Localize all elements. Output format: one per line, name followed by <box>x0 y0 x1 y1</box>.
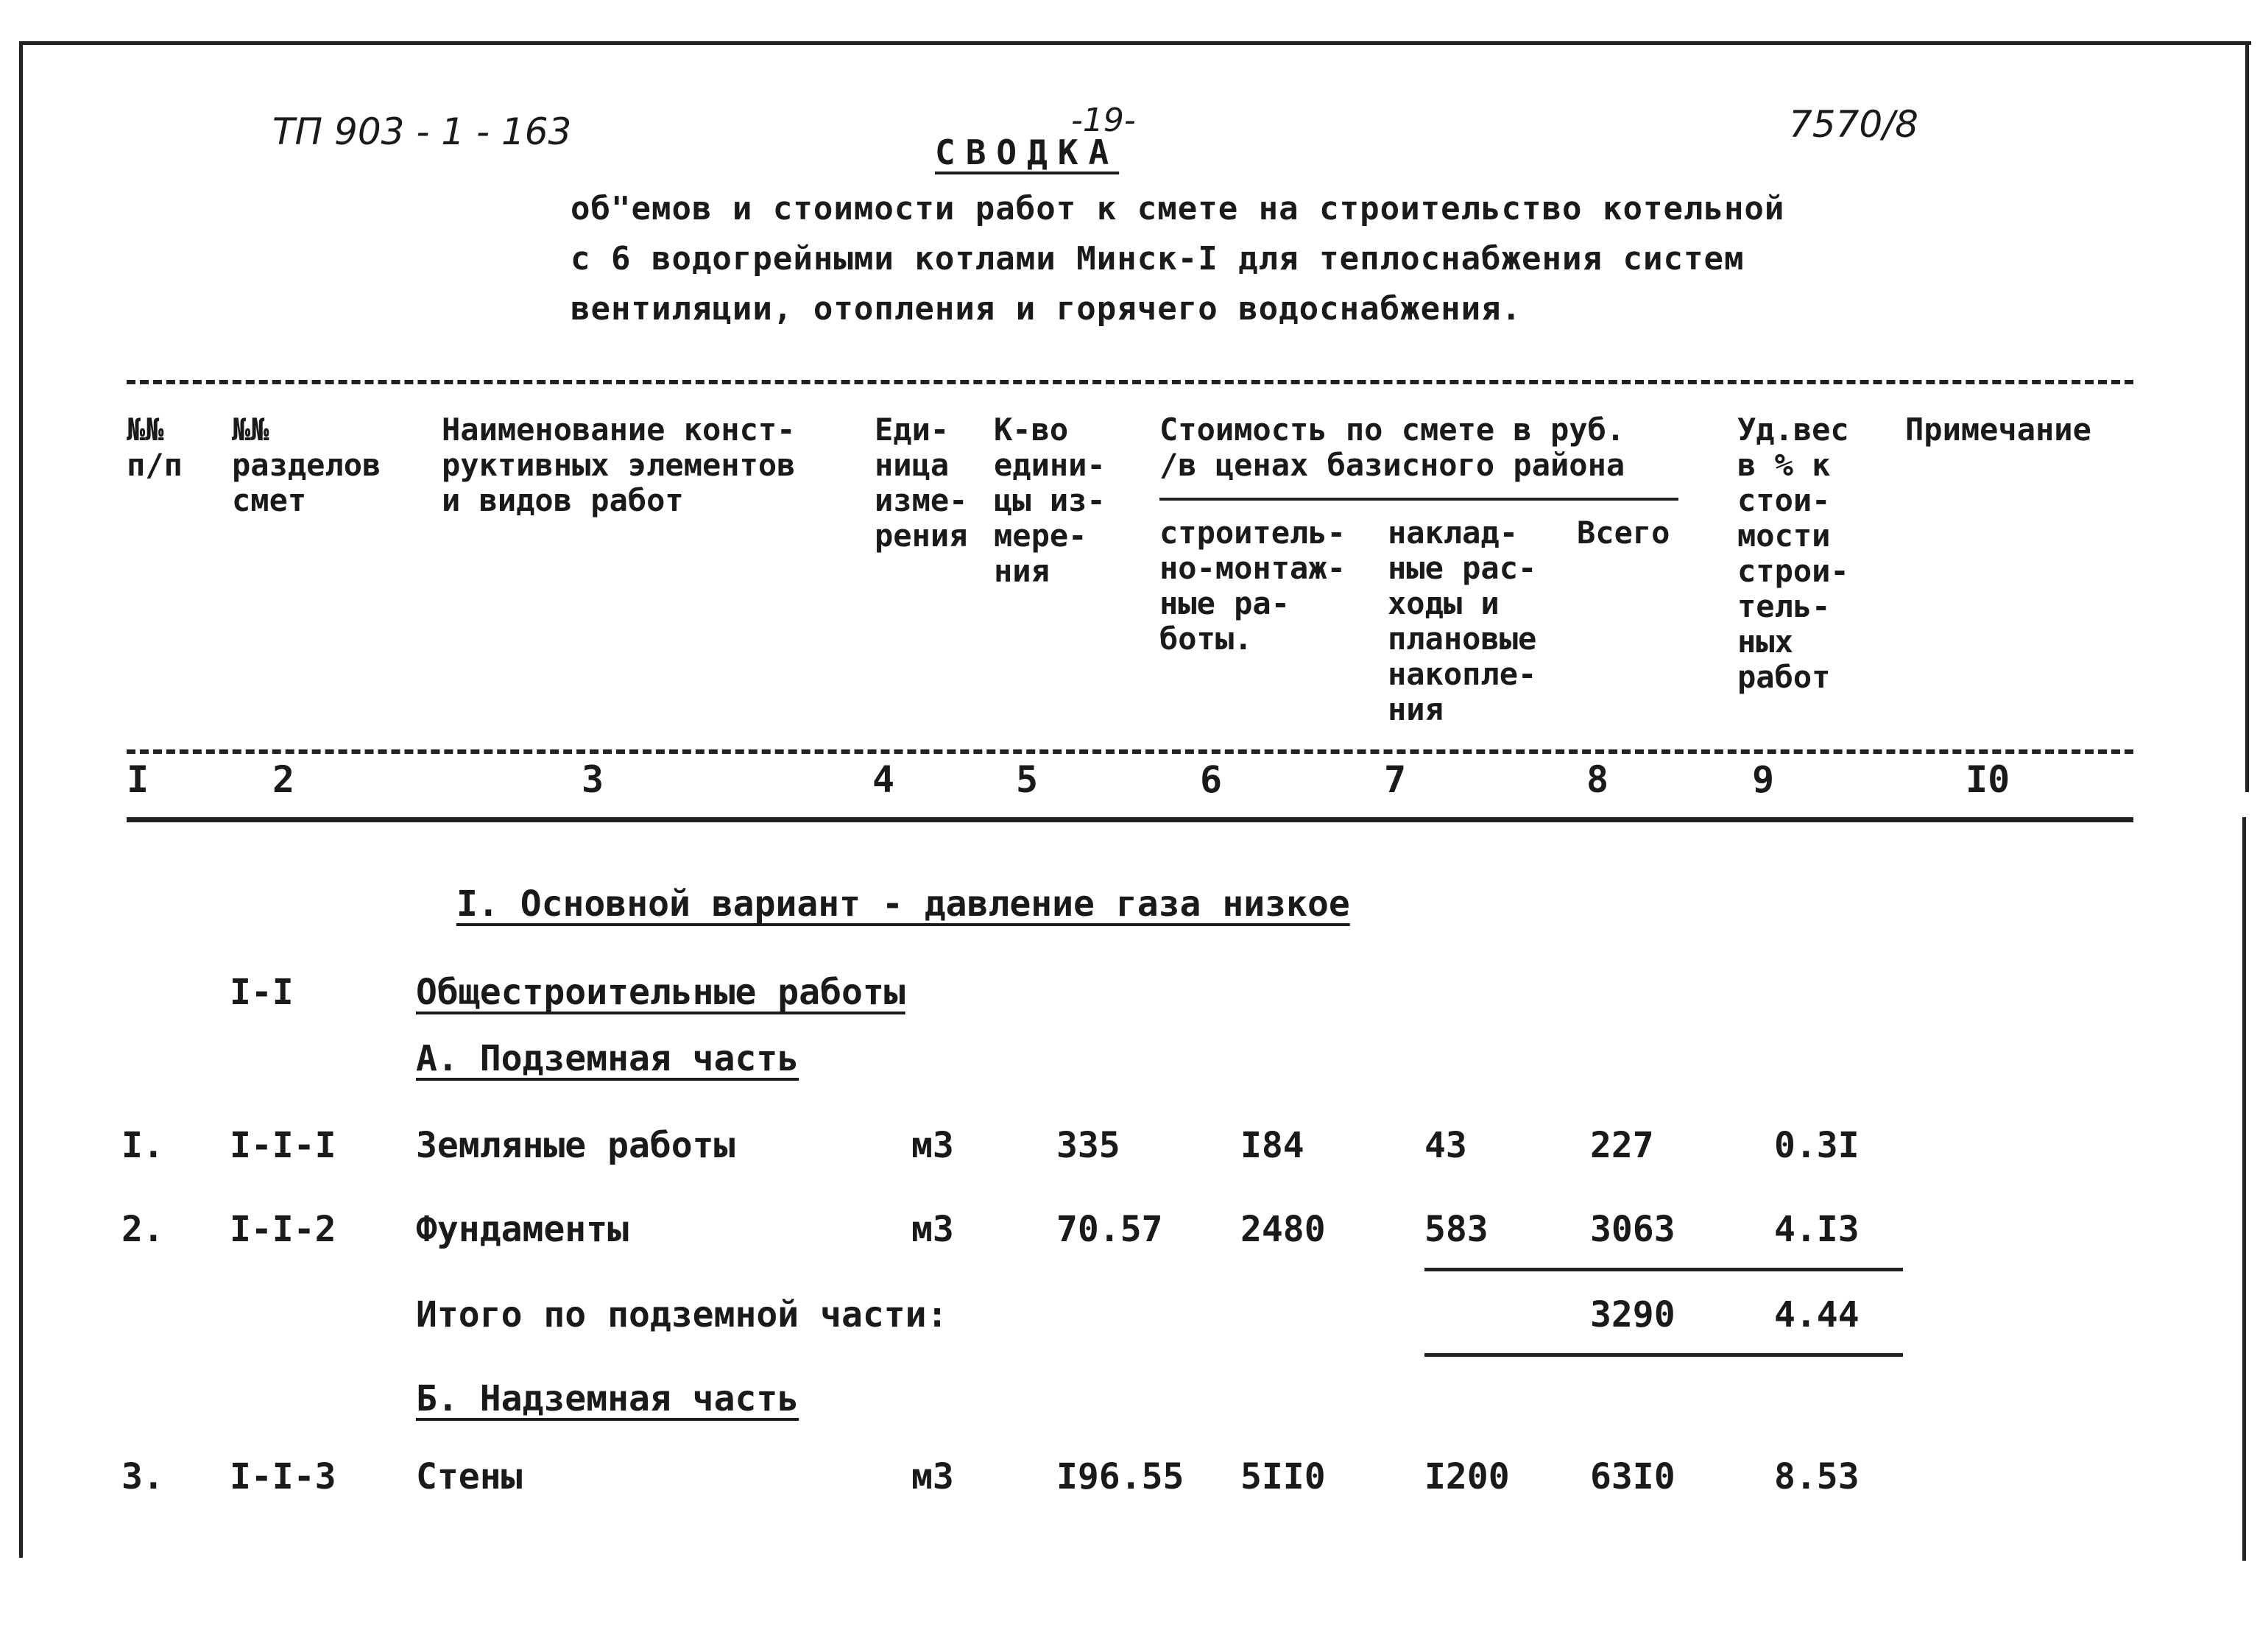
frame-right-line-lower <box>2242 817 2246 1561</box>
column-number-9: 9 <box>1752 758 1775 801</box>
row-3-name: Стены <box>416 1456 523 1497</box>
column-number-10: I0 <box>1966 758 2010 801</box>
column-number-5: 5 <box>1016 758 1039 801</box>
part-b-title: Б. Надземная часть <box>416 1378 799 1419</box>
row-3-unit: м3 <box>911 1456 954 1497</box>
subsection-title: Общестроительные работы <box>416 972 905 1013</box>
header-cost-group: Стоимость по смете в руб. /в ценах базисного района <box>1159 412 1625 483</box>
frame-right-line <box>2245 41 2249 792</box>
row-2-smr: 2480 <box>1240 1209 1326 1250</box>
row-2-overhead: 583 <box>1424 1209 1489 1250</box>
subtitle-line-3: вентиляции, отопления и горячего водоснабжения. <box>571 290 1522 328</box>
row-1-total: 227 <box>1590 1125 1654 1166</box>
row-1-unit: м3 <box>911 1125 954 1166</box>
row-2-number: 2. <box>121 1209 164 1250</box>
header-construction-works: строитель- но-монтаж- ные ра- боты. <box>1159 515 1346 657</box>
column-numbers-bottom-rule <box>127 817 2133 822</box>
header-note: Примечание <box>1905 412 2091 448</box>
row-2-name: Фундаменты <box>416 1209 629 1250</box>
table-top-rule <box>127 380 2133 384</box>
header-item-name: Наименование конст- руктивных элементов и видов работ <box>442 412 796 518</box>
row-2-total: 3063 <box>1590 1209 1675 1250</box>
row-2-code: I-I-2 <box>230 1209 336 1250</box>
row-1-qty: 335 <box>1056 1125 1120 1166</box>
subtotal-label: Итого по подземной части: <box>416 1294 948 1335</box>
header-cost-group-rule <box>1159 498 1678 501</box>
document-title: СВОДКА <box>935 133 1120 172</box>
row-1-number: I. <box>121 1125 164 1166</box>
subtotal-bottom-rule <box>1424 1353 1903 1357</box>
frame-left-line <box>19 41 23 1558</box>
row-3-overhead: I200 <box>1424 1456 1510 1497</box>
row-3-share: 8.53 <box>1774 1456 1860 1497</box>
column-number-8: 8 <box>1586 758 1609 801</box>
header-total: Всего <box>1577 515 1670 551</box>
subtotal-share: 4.44 <box>1774 1294 1860 1335</box>
part-a-title: А. Подземная часть <box>416 1038 799 1079</box>
row-3-smr: 5II0 <box>1240 1456 1326 1497</box>
subsection-code: I-I <box>230 972 294 1013</box>
row-1-code: I-I-I <box>230 1125 336 1166</box>
row-1-overhead: 43 <box>1424 1125 1467 1166</box>
row-1-share: 0.3I <box>1774 1125 1860 1166</box>
row-1-name: Земляные работы <box>416 1125 735 1166</box>
column-number-1: I <box>127 758 149 801</box>
sheet-reference: 7570/8 <box>1789 103 1918 146</box>
row-2-qty: 70.57 <box>1056 1209 1163 1250</box>
subtotal-total: 3290 <box>1590 1294 1675 1335</box>
column-number-7: 7 <box>1384 758 1407 801</box>
header-bottom-rule <box>127 749 2133 754</box>
row-3-code: I-I-3 <box>230 1456 336 1497</box>
row-3-number: 3. <box>121 1456 164 1497</box>
document-code: ТП 903 - 1 - 163 <box>272 110 572 153</box>
header-item-number: №№ п/п <box>127 412 183 483</box>
row-2-unit: м3 <box>911 1209 954 1250</box>
frame-top-line <box>21 41 2251 45</box>
column-number-2: 2 <box>272 758 295 801</box>
header-section-number: №№ разделов смет <box>232 412 381 518</box>
header-share: Уд.вес в % к стои- мости строи- тель- ных работ <box>1737 412 1849 695</box>
section-title: I. Основной вариант - давление газа низкое <box>456 883 1350 925</box>
subtitle-line-1: об"емов и стоимости работ к смете на строительство котельной <box>571 190 1785 227</box>
row-3-qty: I96.55 <box>1056 1456 1184 1497</box>
page-number: -19- <box>1071 102 1136 139</box>
header-quantity: К-во едини- цы из- мере- ния <box>994 412 1106 589</box>
row-1-smr: I84 <box>1240 1125 1304 1166</box>
column-number-6: 6 <box>1200 758 1223 801</box>
subtitle-line-2: с 6 водогрейными котлами Минск-I для теплоснабжения систем <box>571 240 1745 278</box>
header-unit: Еди- ница изме- рения <box>875 412 968 554</box>
row-3-total: 63I0 <box>1590 1456 1675 1497</box>
subtotal-top-rule <box>1424 1268 1903 1271</box>
row-2-share: 4.I3 <box>1774 1209 1860 1250</box>
column-number-3: 3 <box>582 758 604 801</box>
column-number-4: 4 <box>872 758 895 801</box>
header-overhead: наклад- ные рас- ходы и плановые накопле- ния <box>1388 515 1537 727</box>
